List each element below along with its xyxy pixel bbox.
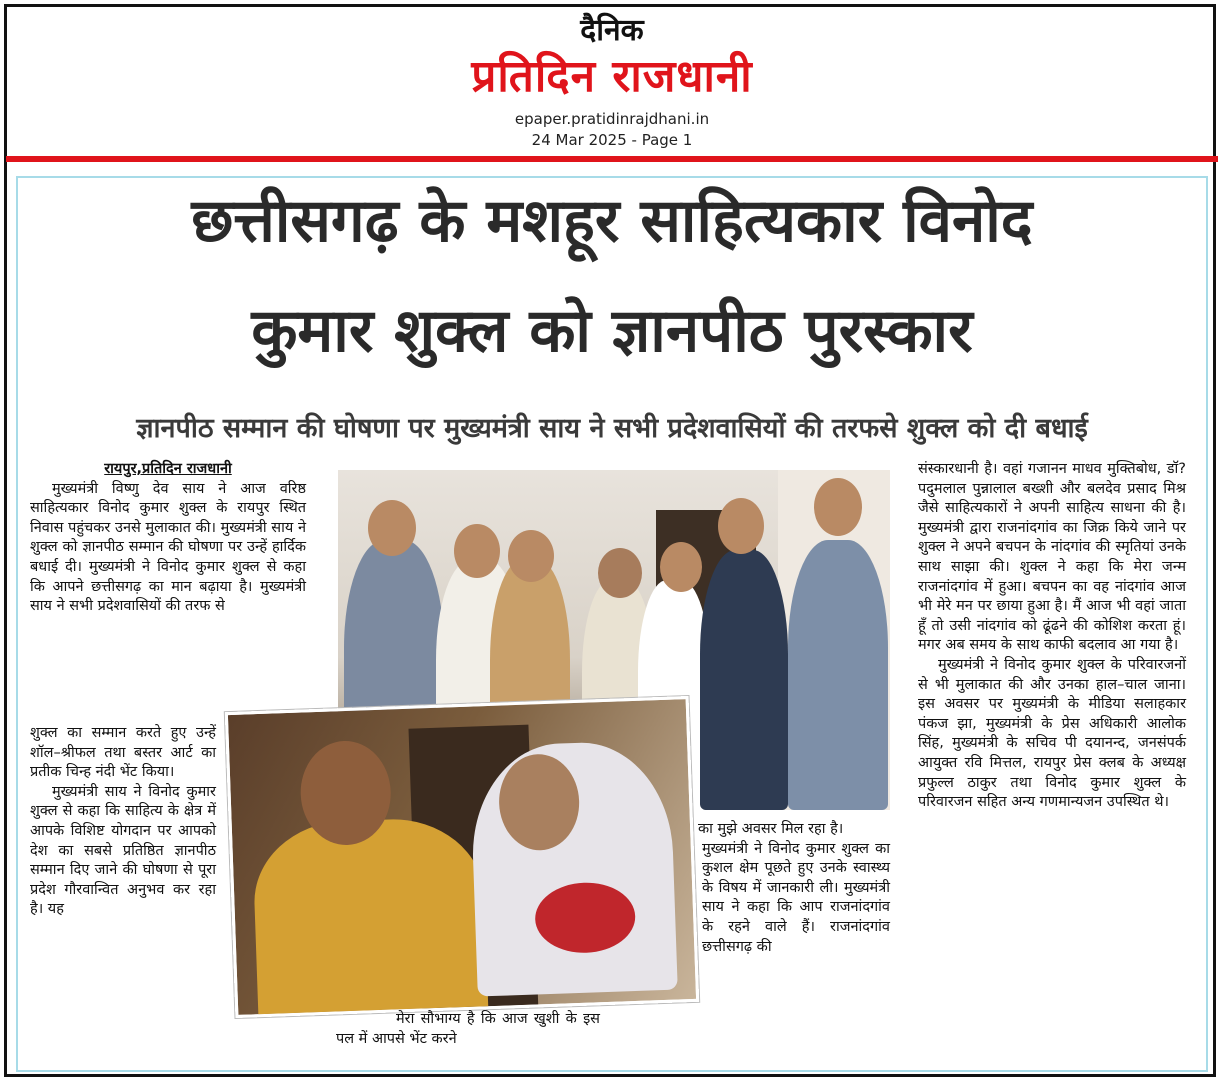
edition-date: 24 Mar 2025 - Page 1 <box>531 131 693 149</box>
photo-person-7 <box>788 540 888 810</box>
column-1-narrow <box>30 724 216 920</box>
photo-head-4 <box>598 548 642 598</box>
masthead-title: प्रतिदिन राजधानी <box>471 51 753 102</box>
column-3-text-a: का मुझे अवसर मिल रहा है। <box>698 821 844 837</box>
masthead-prefix: दैनिक <box>580 13 644 48</box>
column-2-bottom-text: मेरा सौभाग्य है कि आज खुशी के इस पल में आपसे भेंट करने <box>336 1011 600 1047</box>
masthead-divider <box>6 156 1218 162</box>
subheadline: ज्ञानपीठ सम्मान की घोषणा पर मुख्यमंत्री साय ने सभी प्रदेशवासियों की तरफसे शुक्ल को दी बधाई <box>136 413 1088 444</box>
masthead <box>0 0 1224 160</box>
photo-person-6 <box>700 550 788 810</box>
dateline: रायपुर,प्रतिदिन राजधानी <box>104 461 232 477</box>
column-1-narrow-text-b: मुख्यमंत्री साय ने विनोद कुमार शुक्ल से कहा कि साहित्य के क्षेत्र में आपके विशिष्ट योगदान पर आपको देश का सबसे प्रतिष्ठित ज्ञानपीठ सम्मान दिए जाने की घोषणा से पूरा प्रदेश गौरवान्वित अनुभव कर रहा है। यह <box>30 783 216 918</box>
epaper-url[interactable]: epaper.pratidinrajdhani.in <box>514 110 710 128</box>
column-1-text: मुख्यमंत्री विष्णु देव साय ने आज वरिष्ठ साहित्यकार विनोद कुमार शुक्ल के रायपुर स्थित निवास पहुंचकर उनसे मुलाकात की। मुख्यमंत्री साय ने शुक्ल को ज्ञानपीठ सम्मान की घोषणा पर उन्हें हार्दिक बधाई दी। मुख्यमंत्री ने विनोद कुमार शुक्ल से कहा कि आपने छत्तीसगढ़ का मान बढ़ाया है। मुख्यमंत्री साय ने सभी प्रदेशवासियों की तरफ से <box>30 480 306 615</box>
column-1 <box>30 460 306 617</box>
column-1-narrow-text-a: शुक्ल का सम्मान करते हुए उन्हें शॉल–श्रीफल तथा बस्तर आर्ट का प्रतीक चिन्ह नंदी भेंट किया। <box>30 725 216 781</box>
photo-head-3 <box>508 530 554 582</box>
column-3 <box>626 820 890 957</box>
column-4-text-a: संस्कारधानी है। वहां गजानन माधव मुक्तिबोध, डॉ? पदुमलाल पुन्नालाल बख्शी और बलदेव प्रसाद मिश्र जैसे साहित्यकारों ने अपनी साहित्य साधना की है। मुख्यमंत्री द्वारा राजनांदगांव का जिक्र किये जाने पर शुक्ल ने अपने बचपन के नांदगांव की स्मृतियां उनके साथ साझा की। शुक्ल ने कहा कि मेरा जन्म राजनांदगांव में हुआ। बचपन का वह नांदगांव आज भी मेरे मन पर छाया हुआ है। मैं आज भी वहां जाता हूँ तो उसी नांदगांव को ढूंढने की कोशिश करता हूं। मगर अब समय के साथ काफी बदलाव आ गया है। <box>918 461 1186 654</box>
photo-head-6 <box>718 498 764 554</box>
photo-head-5 <box>660 542 702 592</box>
column-2-bottom <box>336 1010 600 1049</box>
photo-head-1 <box>368 500 416 556</box>
headline-line-2: कुमार शुक्ल को ज्ञानपीठ पुरस्कार <box>251 296 973 366</box>
photo-head-7 <box>814 478 862 536</box>
photo-head-2 <box>454 524 500 578</box>
column-3-text-b: मुख्यमंत्री ने विनोद कुमार शुक्ल का कुशल क्षेम पूछते हुए उनके स्वास्थ्य के विषय में जानकारी ली। मुख्यमंत्री साय ने कहा कि आप राजनांदगांव के रहने वाले हैं। राजनांदगांव छत्तीसगढ़ की <box>702 840 890 955</box>
column-4 <box>918 460 1186 813</box>
photo-chief-minister <box>252 816 489 1018</box>
headline-line-1: छत्तीसगढ़ के मशहूर साहित्यकार विनोद <box>191 186 1033 256</box>
column-4-text-b: मुख्यमंत्री ने विनोद कुमार शुक्ल के परिवारजनों से भी मुलाकात की और उनका हाल–चाल जाना। इस अवसर पर मुख्यमंत्री के मीडिया सलाहकार पंकज झा, मुख्यमंत्री के प्रेस अधिकारी आलोक सिंह, मुख्यमंत्री के सचिव पी दयानन्द, जनसंपर्क आयुक्त रवि मित्तल, रायपुर प्रेस क्लब के अध्यक्ष प्रफुल्ल ठाकुर तथा विनोद कुमार शुक्ल के परिवारजन सहित अन्य गणमान्यजन उपस्थित थे। <box>918 656 1186 811</box>
